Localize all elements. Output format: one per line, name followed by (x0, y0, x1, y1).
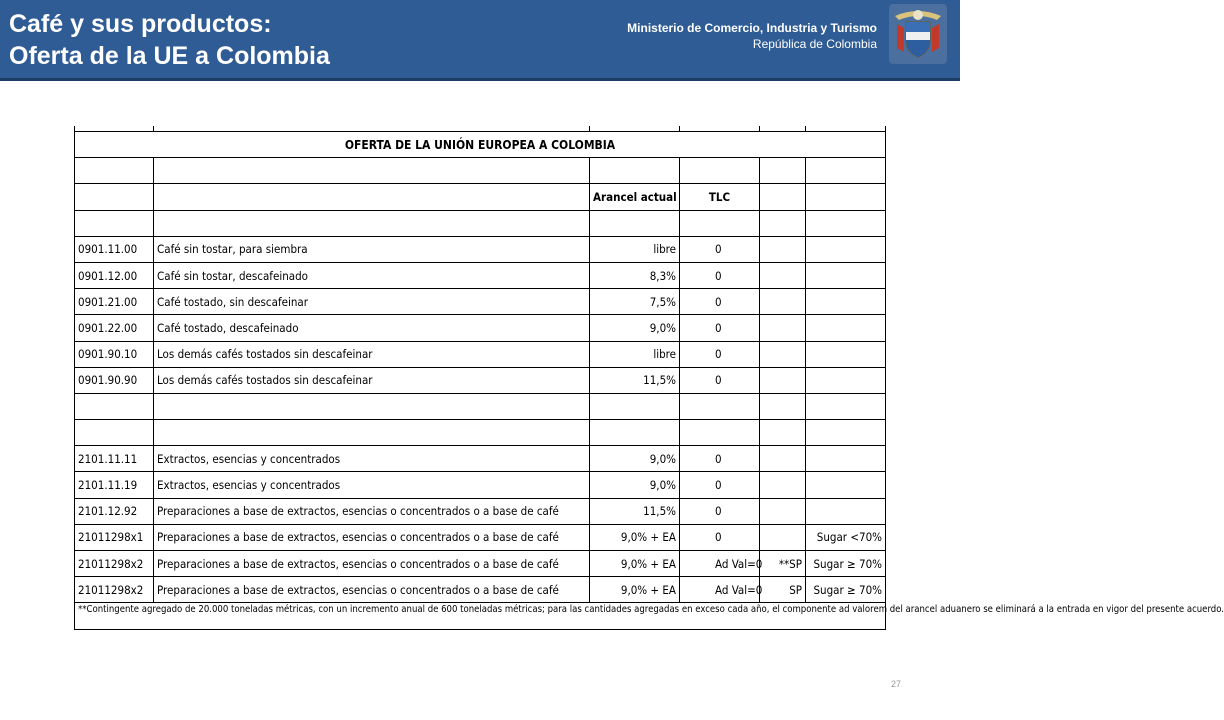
cell-sp: SP (760, 577, 806, 603)
cell-arancel: 9,0% + EA (590, 551, 680, 577)
cell-note: Sugar <70% (806, 524, 886, 550)
table-blank-row (75, 158, 886, 184)
cell-note (806, 367, 886, 393)
cell-tlc (680, 393, 760, 419)
cell-description: Extractos, esencias y concentrados (154, 446, 590, 472)
cell-note (806, 420, 886, 446)
table-row (75, 262, 886, 288)
cell-tlc: 0 (680, 498, 760, 524)
cell-arancel: 9,0% (590, 315, 680, 341)
cell-code: 21011298x2 (75, 577, 154, 603)
cell-note: Sugar ≥ 70% (806, 577, 886, 603)
cell-description: Café tostado, sin descafeinar (154, 289, 590, 315)
cell-note (806, 315, 886, 341)
cell-sp (760, 341, 806, 367)
table-row (75, 289, 886, 315)
cell-tlc: Ad Val=0 (680, 577, 760, 603)
table-header-row (75, 184, 886, 210)
cell-arancel: 7,5% (590, 289, 680, 315)
cell-code: 2101.11.11 (75, 446, 154, 472)
ministry-block (627, 20, 877, 52)
cell-code: 21011298x2 (75, 551, 154, 577)
cell-tlc: 0 (680, 315, 760, 341)
col-header-arancel: Arancel actual (590, 184, 680, 210)
cell-code: 0901.21.00 (75, 289, 154, 315)
cell-sp (760, 420, 806, 446)
cell-sp (760, 315, 806, 341)
cell-note: Sugar ≥ 70% (806, 551, 886, 577)
cell-arancel: 9,0% + EA (590, 524, 680, 550)
cell-note (806, 341, 886, 367)
cell-description: Extractos, esencias y concentrados (154, 472, 590, 498)
table-row (75, 472, 886, 498)
cell-note (806, 498, 886, 524)
offer-table (74, 126, 1224, 630)
cell-sp: **SP (760, 551, 806, 577)
cell-sp (760, 393, 806, 419)
table-row (75, 577, 886, 603)
cell-arancel: 11,5% (590, 498, 680, 524)
table-row (75, 524, 886, 550)
cell-note (806, 236, 886, 262)
table-row (75, 446, 886, 472)
cell-description: Preparaciones a base de extractos, esencias o concentrados o a base de café (154, 577, 590, 603)
cell-code: 0901.12.00 (75, 262, 154, 288)
cell-arancel: 9,0% + EA (590, 577, 680, 603)
cell-description (154, 393, 590, 419)
cell-arancel: 11,5% (590, 367, 680, 393)
cell-sp (760, 498, 806, 524)
cell-tlc: 0 (680, 446, 760, 472)
cell-tlc: Ad Val=0 (680, 551, 760, 577)
cell-description: Café tostado, descafeinado (154, 315, 590, 341)
cell-code: 0901.22.00 (75, 315, 154, 341)
title-line-1: Café y sus productos: (9, 10, 272, 38)
cell-tlc (680, 420, 760, 446)
cell-note (806, 446, 886, 472)
table-heading: OFERTA DE LA UNIÓN EUROPEA A COLOMBIA (75, 132, 886, 158)
table-heading-row (75, 132, 886, 158)
cell-arancel (590, 393, 680, 419)
country-name: República de Colombia (752, 37, 877, 51)
table-row (75, 420, 886, 446)
cell-description: Preparaciones a base de extractos, esencias o concentrados o a base de café (154, 524, 590, 550)
cell-note (806, 393, 886, 419)
cell-tlc: 0 (680, 236, 760, 262)
cell-sp (760, 236, 806, 262)
cell-arancel: 9,0% (590, 446, 680, 472)
cell-code: 2101.11.19 (75, 472, 154, 498)
cell-code (75, 420, 154, 446)
cell-note (806, 472, 886, 498)
cell-code: 0901.90.10 (75, 341, 154, 367)
coat-of-arms-icon (889, 4, 947, 64)
cell-sp (760, 289, 806, 315)
cell-description: Los demás cafés tostados sin descafeinar (154, 341, 590, 367)
table-row (75, 341, 886, 367)
cell-arancel: 9,0% (590, 472, 680, 498)
table-row (75, 551, 886, 577)
cell-description: Preparaciones a base de extractos, esencias o concentrados o a base de café (154, 551, 590, 577)
cell-code: 0901.90.90 (75, 367, 154, 393)
cell-description: Los demás cafés tostados sin descafeinar (154, 367, 590, 393)
cell-tlc: 0 (680, 524, 760, 550)
cell-sp (760, 446, 806, 472)
cell-sp (760, 472, 806, 498)
table-row (75, 367, 886, 393)
cell-tlc: 0 (680, 367, 760, 393)
cell-description: Café sin tostar, para siembra (154, 236, 590, 262)
cell-code: 2101.12.92 (75, 498, 154, 524)
col-header-tlc: TLC (680, 184, 760, 210)
footnote-row (75, 603, 886, 629)
cell-tlc: 0 (680, 289, 760, 315)
cell-note (806, 289, 886, 315)
cell-code: 0901.11.00 (75, 236, 154, 262)
table-blank-row (75, 210, 886, 236)
cell-arancel: 8,3% (590, 262, 680, 288)
table-row (75, 393, 886, 419)
cell-sp (760, 524, 806, 550)
cell-tlc: 0 (680, 341, 760, 367)
cell-tlc: 0 (680, 262, 760, 288)
page-number: 27 (891, 679, 902, 689)
cell-tlc: 0 (680, 472, 760, 498)
header-divider (0, 78, 960, 81)
cell-arancel: libre (590, 236, 680, 262)
cell-code (75, 393, 154, 419)
table-row (75, 315, 886, 341)
cell-description (154, 420, 590, 446)
page-title (9, 8, 330, 72)
cell-description: Café sin tostar, descafeinado (154, 262, 590, 288)
cell-arancel (590, 420, 680, 446)
footnote: **Contingente agregado de 20.000 toneladas métricas, con un incremento anual de 600 toneladas métricas; para las cantidades agregadas en exceso cada año, el componente ad valorem del arancel aduanero se eliminará a la entrada en vigor del presente acuerdo. (75, 603, 886, 629)
cell-sp (760, 367, 806, 393)
table-row (75, 498, 886, 524)
cell-description: Preparaciones a base de extractos, esencias o concentrados o a base de café (154, 498, 590, 524)
header-bar (0, 0, 960, 78)
cell-note (806, 262, 886, 288)
cell-arancel: libre (590, 341, 680, 367)
table-row (75, 236, 886, 262)
cell-sp (760, 262, 806, 288)
title-line-2: Oferta de la UE a Colombia (9, 42, 330, 70)
ministry-name: Ministerio de Comercio, Industria y Turismo (627, 21, 877, 35)
cell-code: 21011298x1 (75, 524, 154, 550)
